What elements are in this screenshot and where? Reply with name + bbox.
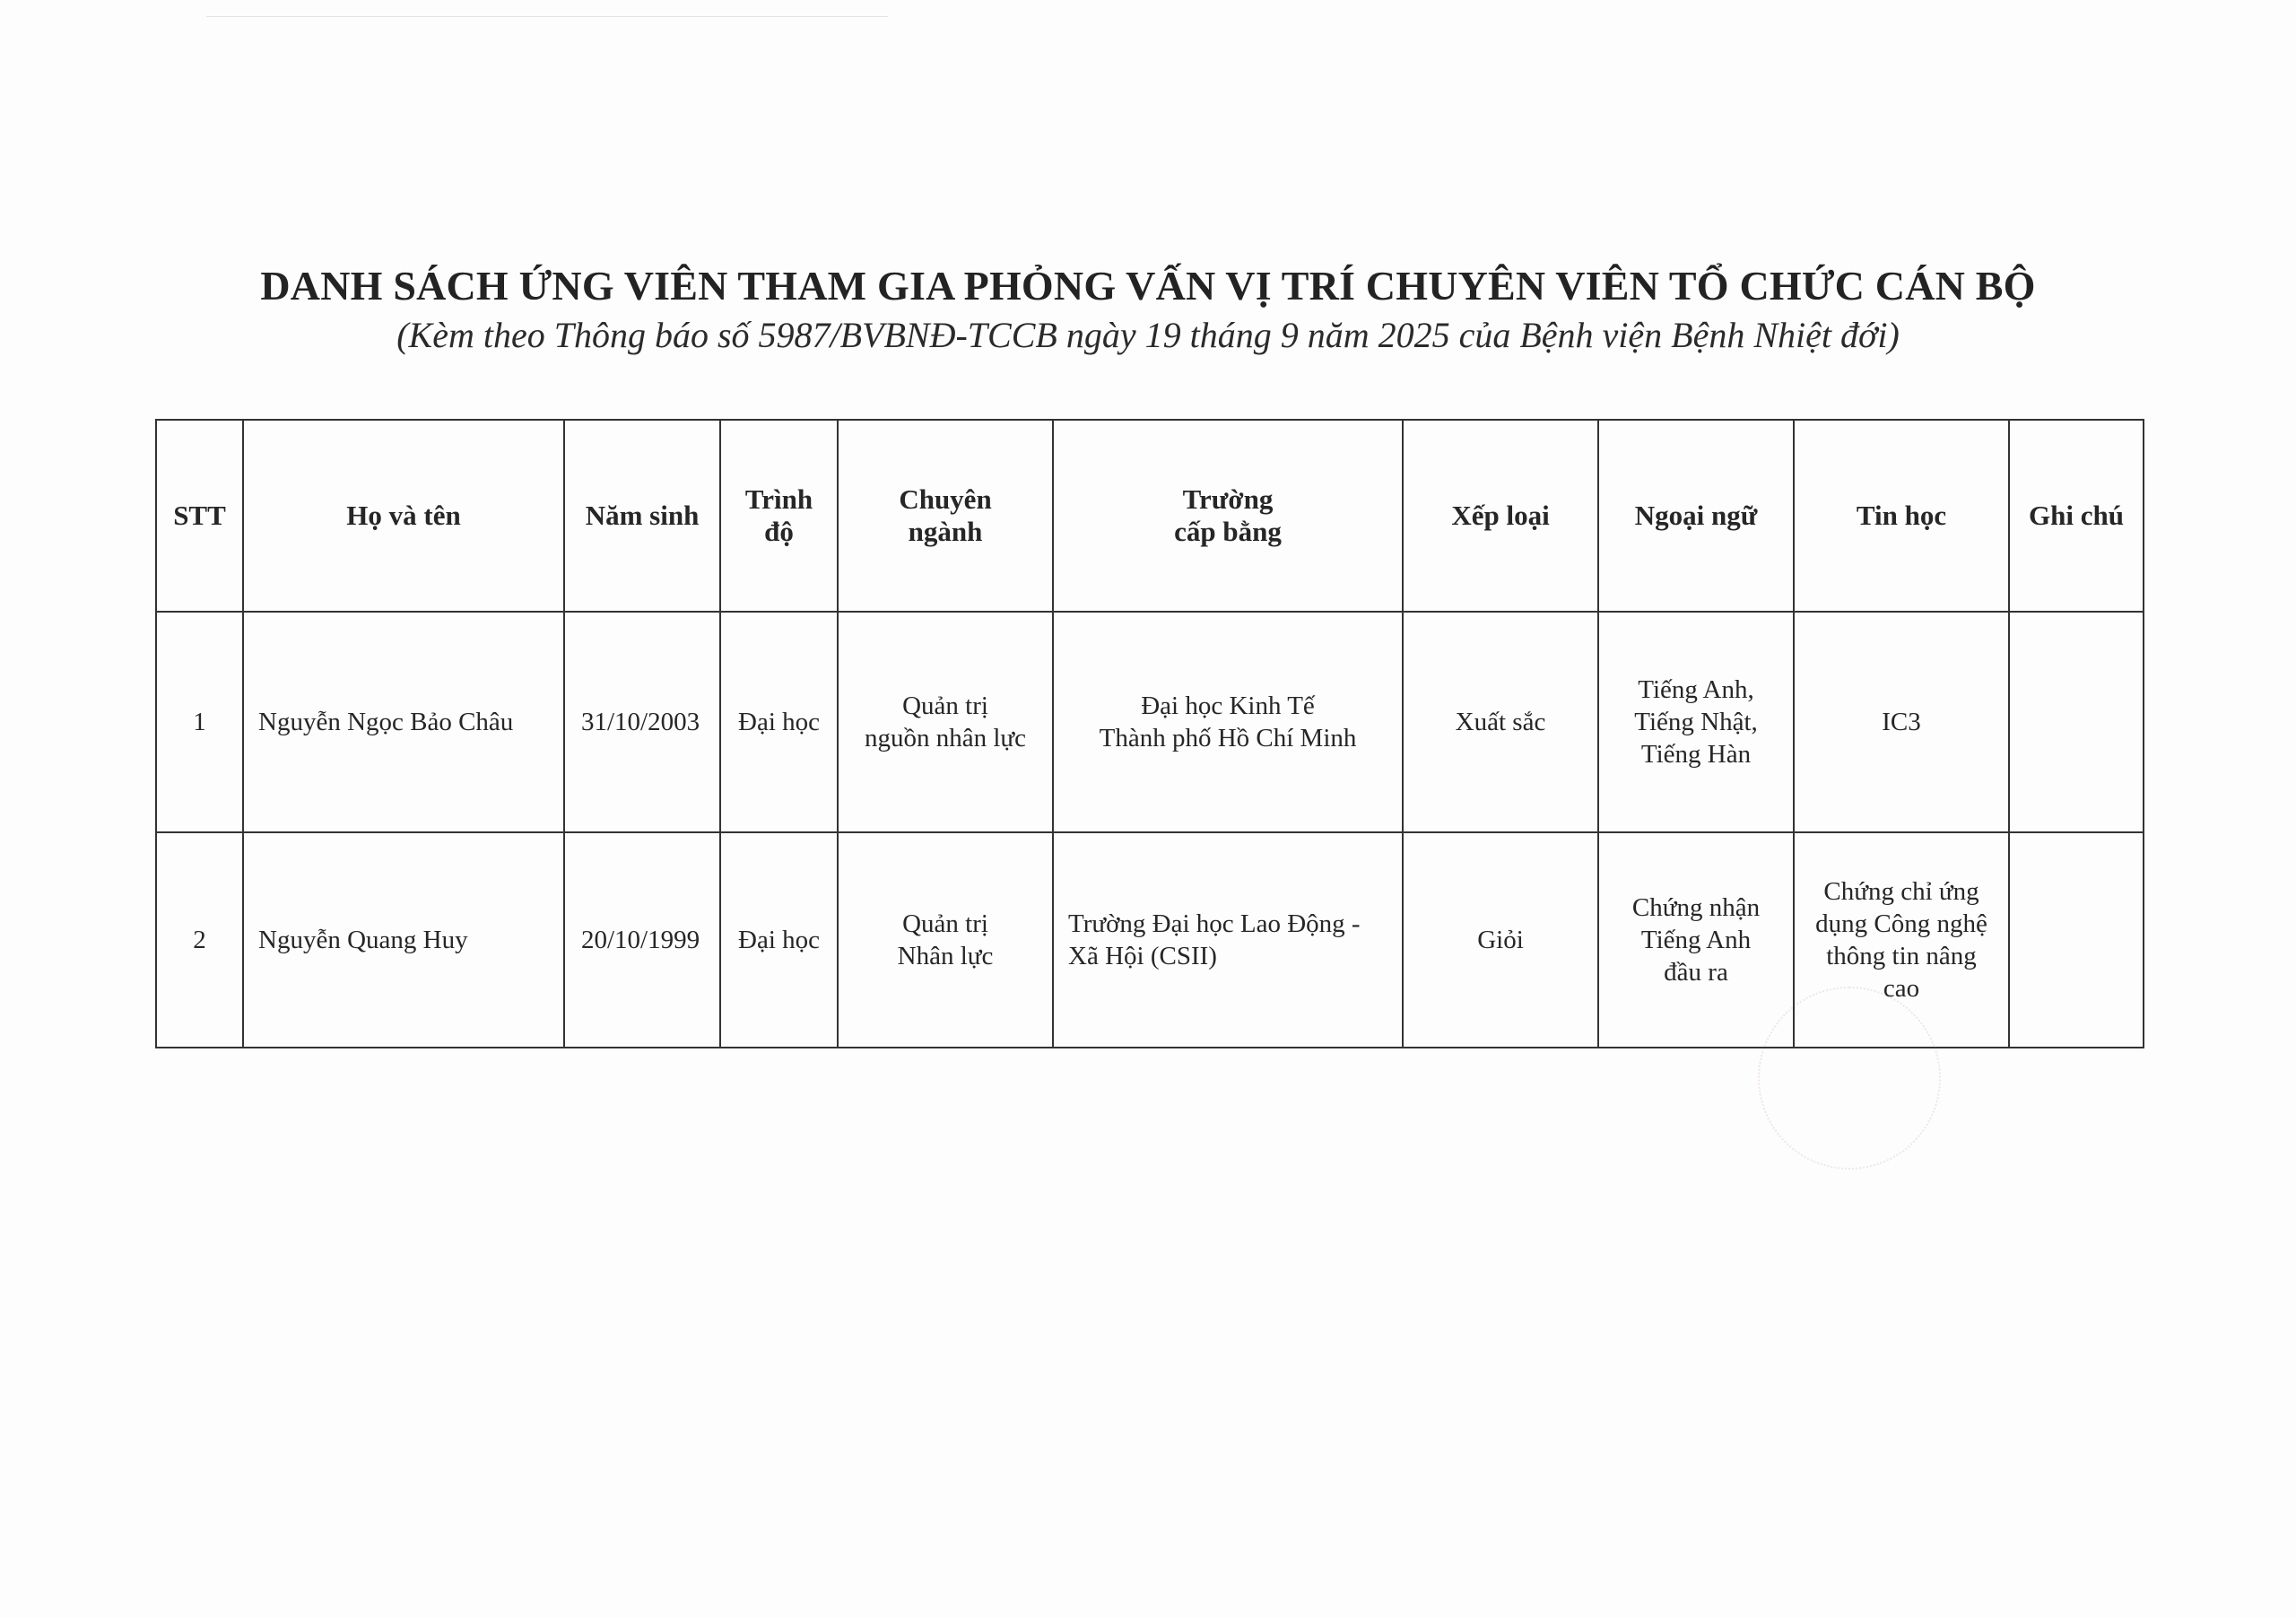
cell-school-line: Xã Hội (CSII) [1068, 942, 1217, 970]
cell-language [1598, 612, 1794, 832]
cell-major [838, 832, 1053, 1048]
cell-language-line: Tiếng Nhật, [1634, 708, 1758, 736]
header-it: Tin học [1794, 420, 2009, 612]
cell-birth: 20/10/1999 [564, 832, 720, 1048]
header-school-line: Trường [1182, 483, 1274, 515]
header-major [838, 420, 1053, 612]
scan-artifact-line [206, 16, 888, 17]
header-level-line: Trình [744, 483, 813, 515]
header-rank: Xếp loại [1403, 420, 1598, 612]
cell-birth: 31/10/2003 [564, 612, 720, 832]
cell-school-line: Trường Đại học Lao Động - [1068, 909, 1361, 938]
cell-it-line: thông tin nâng [1826, 942, 1977, 970]
table-header-row [156, 420, 2144, 612]
cell-language-line: Tiếng Anh [1640, 926, 1752, 954]
document-subtitle: (Kèm theo Thông báo số 5987/BVBNĐ-TCCB ngày 19 tháng 9 năm 2025 của Bệnh viện Bệnh Nhiệt đới) [396, 315, 1900, 355]
document-title: DANH SÁCH ỨNG VIÊN THAM GIA PHỎNG VẤN VỊ TRÍ CHUYÊN VIÊN TỔ CHỨC CÁN BỘ [260, 263, 2036, 309]
cell-school-line: Thành phố Hồ Chí Minh [1099, 724, 1357, 752]
cell-school-line: Đại học Kinh Tế [1141, 692, 1315, 720]
cell-it [1794, 612, 2009, 832]
cell-language-line: Tiếng Anh, [1638, 675, 1754, 704]
cell-it-line: cao [1883, 974, 1920, 1003]
cell-language-line: Chứng nhận [1631, 893, 1761, 922]
header-school [1053, 420, 1403, 612]
cell-name: Nguyễn Ngọc Bảo Châu [243, 612, 564, 832]
faint-stamp-mark [1758, 987, 1941, 1170]
cell-language-line: đầu ra [1664, 958, 1728, 987]
cell-level: Đại học [720, 612, 838, 832]
cell-major-line: Quản trị [902, 909, 988, 938]
header-school-line: cấp bằng [1174, 516, 1282, 547]
cell-name: Nguyễn Quang Huy [243, 832, 564, 1048]
cell-language [1598, 832, 1794, 1048]
cell-language-line: Tiếng Hàn [1640, 740, 1752, 769]
table-row [156, 612, 2144, 832]
header-level [720, 420, 838, 612]
cell-it-line: IC3 [1882, 708, 1921, 736]
header-stt: STT [156, 420, 243, 612]
cell-note [2009, 612, 2144, 832]
candidate-table [155, 419, 2144, 1048]
cell-it-line: Chứng chỉ ứng [1823, 877, 1979, 906]
cell-note [2009, 832, 2144, 1048]
cell-school [1053, 612, 1403, 832]
cell-stt: 2 [156, 832, 243, 1048]
header-major-line: ngành [908, 516, 983, 547]
cell-it-line: dụng Công nghệ [1815, 909, 1987, 938]
cell-rank: Xuất sắc [1403, 612, 1598, 832]
header-major-line: Chuyên [899, 483, 992, 515]
cell-school [1053, 832, 1403, 1048]
header-level-line: độ [764, 516, 794, 547]
cell-level: Đại học [720, 832, 838, 1048]
header-language: Ngoại ngữ [1598, 420, 1794, 612]
header-name: Họ và tên [243, 420, 564, 612]
cell-major-line: Nhân lực [897, 942, 994, 970]
cell-major [838, 612, 1053, 832]
cell-major-line: Quản trị [902, 692, 988, 720]
cell-stt: 1 [156, 612, 243, 832]
cell-rank: Giỏi [1403, 832, 1598, 1048]
header-note: Ghi chú [2009, 420, 2144, 612]
cell-major-line: nguồn nhân lực [864, 724, 1027, 752]
header-birth: Năm sinh [564, 420, 720, 612]
